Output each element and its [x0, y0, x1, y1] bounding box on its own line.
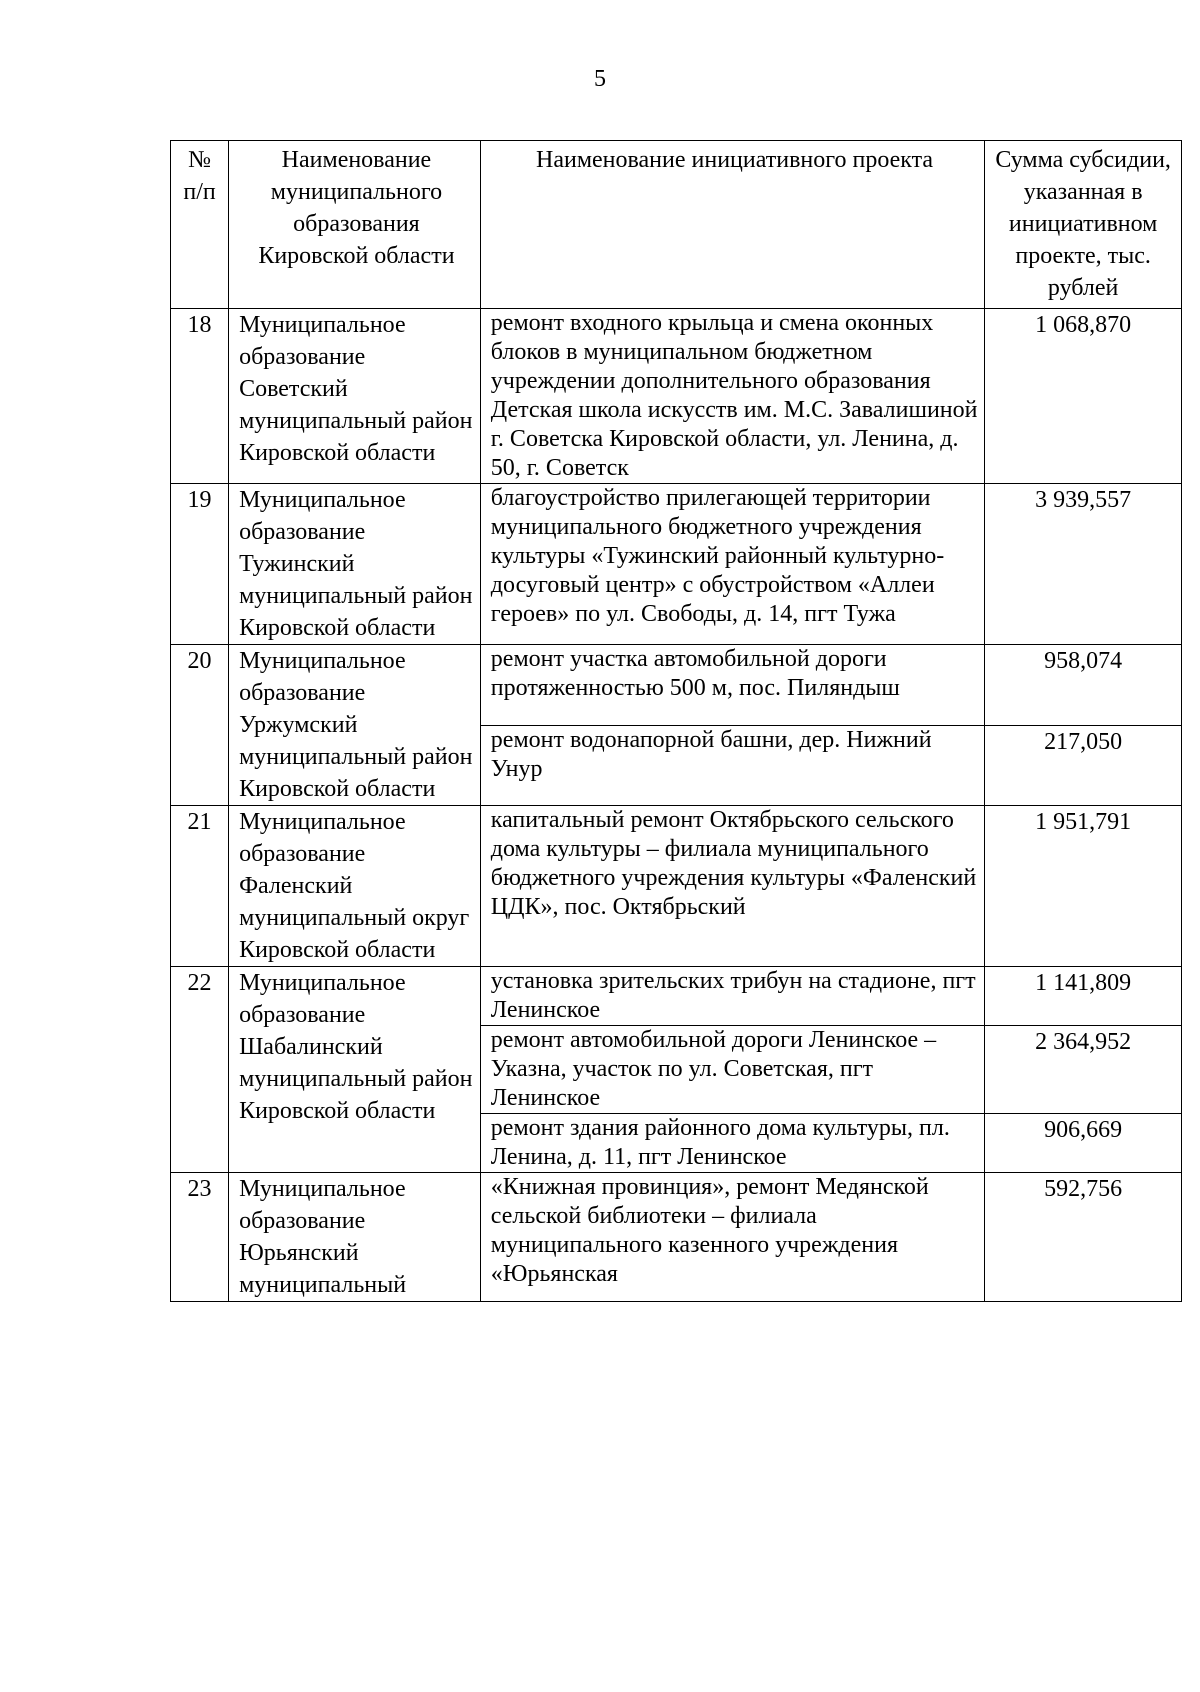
- header-municipality: Наименование муниципального образования Кировской области: [229, 141, 481, 309]
- project-name: ремонт участка автомобильной дороги протяженностью 500 м, пос. Пиляндыш: [480, 645, 984, 726]
- table-row: [171, 309, 1182, 484]
- row-number: 23: [171, 1173, 229, 1302]
- project-name: ремонт автомобильной дороги Ленинское – Указна, участок по ул. Советская, пгт Ленинское: [480, 1026, 984, 1114]
- table-row: [171, 484, 1182, 645]
- subsidy-sum: 592,756: [985, 1173, 1182, 1302]
- municipality-name: Муниципальное образование Юрьянский муниципальный: [229, 1173, 481, 1302]
- municipality-name: Муниципальное образование Шабалинский муниципальный район Кировской области: [229, 967, 481, 1173]
- project-name: ремонт водонапорной башни, дер. Нижний Унур: [480, 725, 984, 806]
- project-name: ремонт входного крыльца и смена оконных блоков в муниципальном бюджетном учреждении дополнительного образования Детская школа искусств им. М.С. Завалишиной г. Советска Кировской области, ул. Ленина, д. 50, г. Советск: [480, 309, 984, 484]
- municipality-name: Муниципальное образование Советский муниципальный район Кировской области: [229, 309, 481, 484]
- project-name: «Книжная провинция», ремонт Медянской сельской библиотеки – филиала муниципального казенного учреждения «Юрьянская: [480, 1173, 984, 1302]
- header-num: № п/п: [171, 141, 229, 309]
- row-number: 22: [171, 967, 229, 1173]
- table-row: [171, 967, 1182, 1026]
- subsidy-sum: 1 951,791: [985, 806, 1182, 967]
- subsidy-sum: 1 068,870: [985, 309, 1182, 484]
- municipality-name: Муниципальное образование Уржумский муниципальный район Кировской области: [229, 645, 481, 806]
- header-sum: Сумма субсидии, указанная в инициативном проекте, тыс. рублей: [985, 141, 1182, 309]
- subsidy-sum: 3 939,557: [985, 484, 1182, 645]
- row-number: 19: [171, 484, 229, 645]
- subsidy-sum: 906,669: [985, 1114, 1182, 1173]
- project-name: благоустройство прилегающей территории муниципального бюджетного учреждения культуры «Тужинский районный культурно-досуговый центр» с обустройством «Аллеи героев» по ул. Свободы, д. 14, пгт Тужа: [480, 484, 984, 645]
- row-number: 21: [171, 806, 229, 967]
- subsidy-table: [170, 140, 1182, 1302]
- municipality-name: Муниципальное образование Фаленский муниципальный округ Кировской области: [229, 806, 481, 967]
- header-project: Наименование инициативного проекта: [480, 141, 984, 309]
- table-row: [171, 806, 1182, 967]
- subsidy-sum: 2 364,952: [985, 1026, 1182, 1114]
- table-row: [171, 1173, 1182, 1302]
- project-name: установка зрительских трибун на стадионе, пгт Ленинское: [480, 967, 984, 1026]
- row-number: 20: [171, 645, 229, 806]
- subsidy-sum: 958,074: [985, 645, 1182, 726]
- municipality-name: Муниципальное образование Тужинский муниципальный район Кировской области: [229, 484, 481, 645]
- table-header-row: [171, 141, 1182, 309]
- subsidy-sum: 217,050: [985, 725, 1182, 806]
- subsidy-sum: 1 141,809: [985, 967, 1182, 1026]
- table-row: [171, 645, 1182, 726]
- project-name: ремонт здания районного дома культуры, пл. Ленина, д. 11, пгт Ленинское: [480, 1114, 984, 1173]
- page-number: 5: [594, 66, 606, 92]
- row-number: 18: [171, 309, 229, 484]
- project-name: капитальный ремонт Октябрьского сельского дома культуры – филиала муниципального бюджетного учреждения культуры «Фаленский ЦДК», пос. Октябрьский: [480, 806, 984, 967]
